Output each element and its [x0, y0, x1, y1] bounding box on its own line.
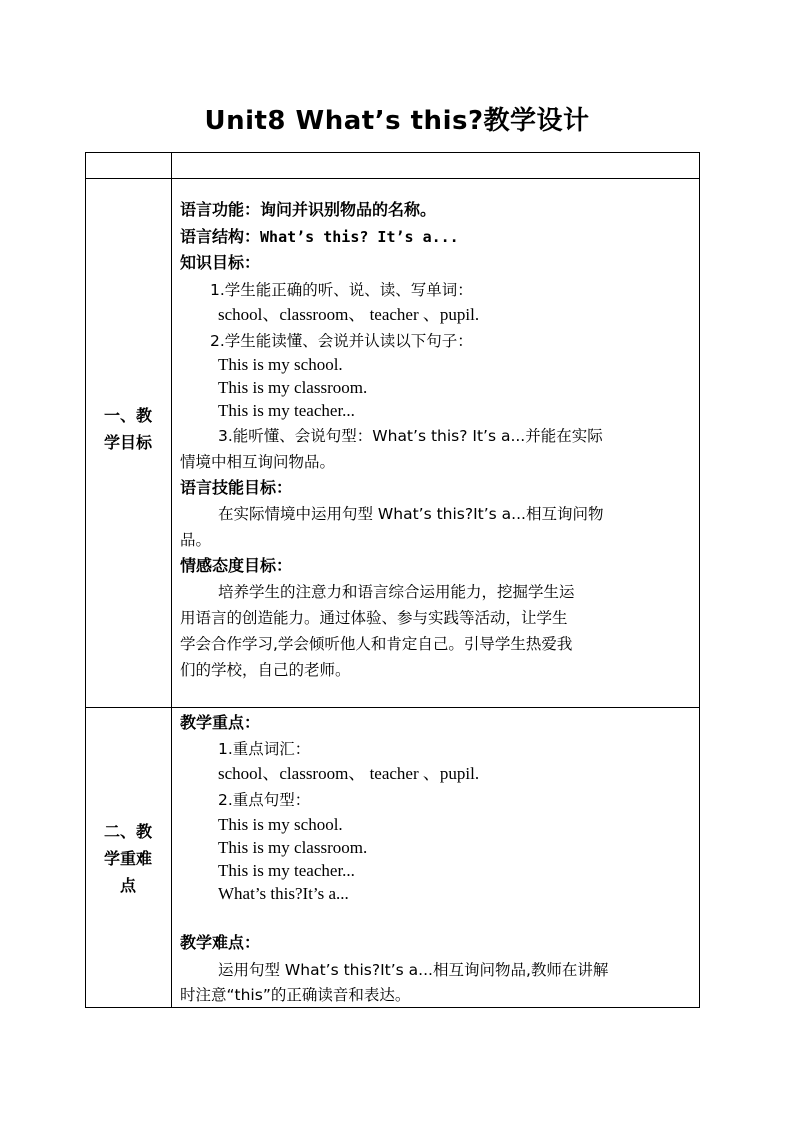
lang-structure-line — [180, 225, 459, 249]
emotion-heading: 情感态度目标： — [180, 556, 293, 575]
lang-structure-text: What’s this? It’s a... — [260, 228, 459, 246]
lang-structure-heading: 语言结构： — [180, 227, 261, 246]
sentence: This is my school. — [218, 815, 343, 834]
knowledge-item-3: 3.能听懂、会说句型：What’s this? It’s a...并能在实际 — [218, 427, 603, 445]
lang-function-line — [180, 198, 436, 222]
key-vocab-item: 1.重点词汇： — [218, 740, 311, 758]
row-label-line: 点 — [119, 876, 136, 895]
knowledge-words: school、classroom、 teacher 、pupil. — [218, 305, 480, 324]
key-points-heading: 教学重点： — [180, 713, 261, 732]
row-label-line: 学重难 — [103, 849, 152, 868]
table-right-border — [699, 152, 700, 1008]
row-label-line: 学目标 — [103, 433, 152, 452]
skill-text: 在实际情境中运用句型 What’s this?It’s a...相互询问物 — [218, 505, 604, 523]
sentence: This is my classroom. — [218, 838, 368, 857]
emotion-text: 学会合作学习,学会倾听他人和肯定自己。引导学生热爱我 — [180, 635, 573, 653]
table-bottom-border — [85, 1007, 700, 1008]
emotion-text: 们的学校，自己的老师。 — [180, 661, 351, 679]
emotion-text: 培养学生的注意力和语言综合运用能力，挖掘学生运 — [218, 583, 575, 601]
key-sentence-item: 2.重点句型： — [218, 791, 311, 809]
row-divider — [85, 707, 700, 708]
sentence: This is my teacher... — [218, 861, 355, 880]
skill-heading: 语言技能目标： — [180, 478, 293, 497]
knowledge-item-1: 1.学生能正确的听、说、读、写单词： — [210, 281, 473, 299]
emotion-text: 用语言的创造能力。通过体验、参与实践等活动，让学生 — [180, 609, 568, 627]
sentence: What’s this?It’s a... — [218, 884, 349, 903]
table-top-border — [85, 152, 700, 153]
sentence: This is my school. — [218, 355, 343, 374]
difficult-text-cont: 时注意“this”的正确读音和表达。 — [180, 986, 411, 1004]
lang-function-heading: 语言功能： — [180, 200, 261, 219]
lang-function-text: 询问并识别物品的名称。 — [260, 200, 437, 219]
row-label-line: 二、教 — [103, 822, 152, 841]
key-vocab-words: school、classroom、 teacher 、pupil. — [218, 764, 480, 783]
knowledge-heading: 知识目标： — [180, 253, 261, 272]
page-title: Unit8 What’s this?教学设计 — [204, 106, 590, 136]
row-label-objectives — [85, 402, 171, 456]
sentence: This is my classroom. — [218, 378, 368, 397]
row-label-line: 一、教 — [103, 406, 152, 425]
row-label-key-points — [85, 818, 171, 899]
difficult-text: 运用句型 What’s this?It’s a...相互询问物品,教师在讲解 — [218, 961, 609, 979]
sentence: This is my teacher... — [218, 401, 355, 420]
knowledge-item-2: 2.学生能读懂、会说并认读以下句子： — [210, 332, 473, 350]
difficult-points-heading: 教学难点： — [180, 933, 261, 952]
column-divider — [171, 152, 172, 1008]
header-row-divider — [85, 178, 700, 179]
knowledge-item-3-cont: 情境中相互询问物品。 — [180, 453, 336, 471]
skill-text-cont: 品。 — [180, 531, 212, 549]
lesson-plan-table — [85, 152, 700, 1008]
